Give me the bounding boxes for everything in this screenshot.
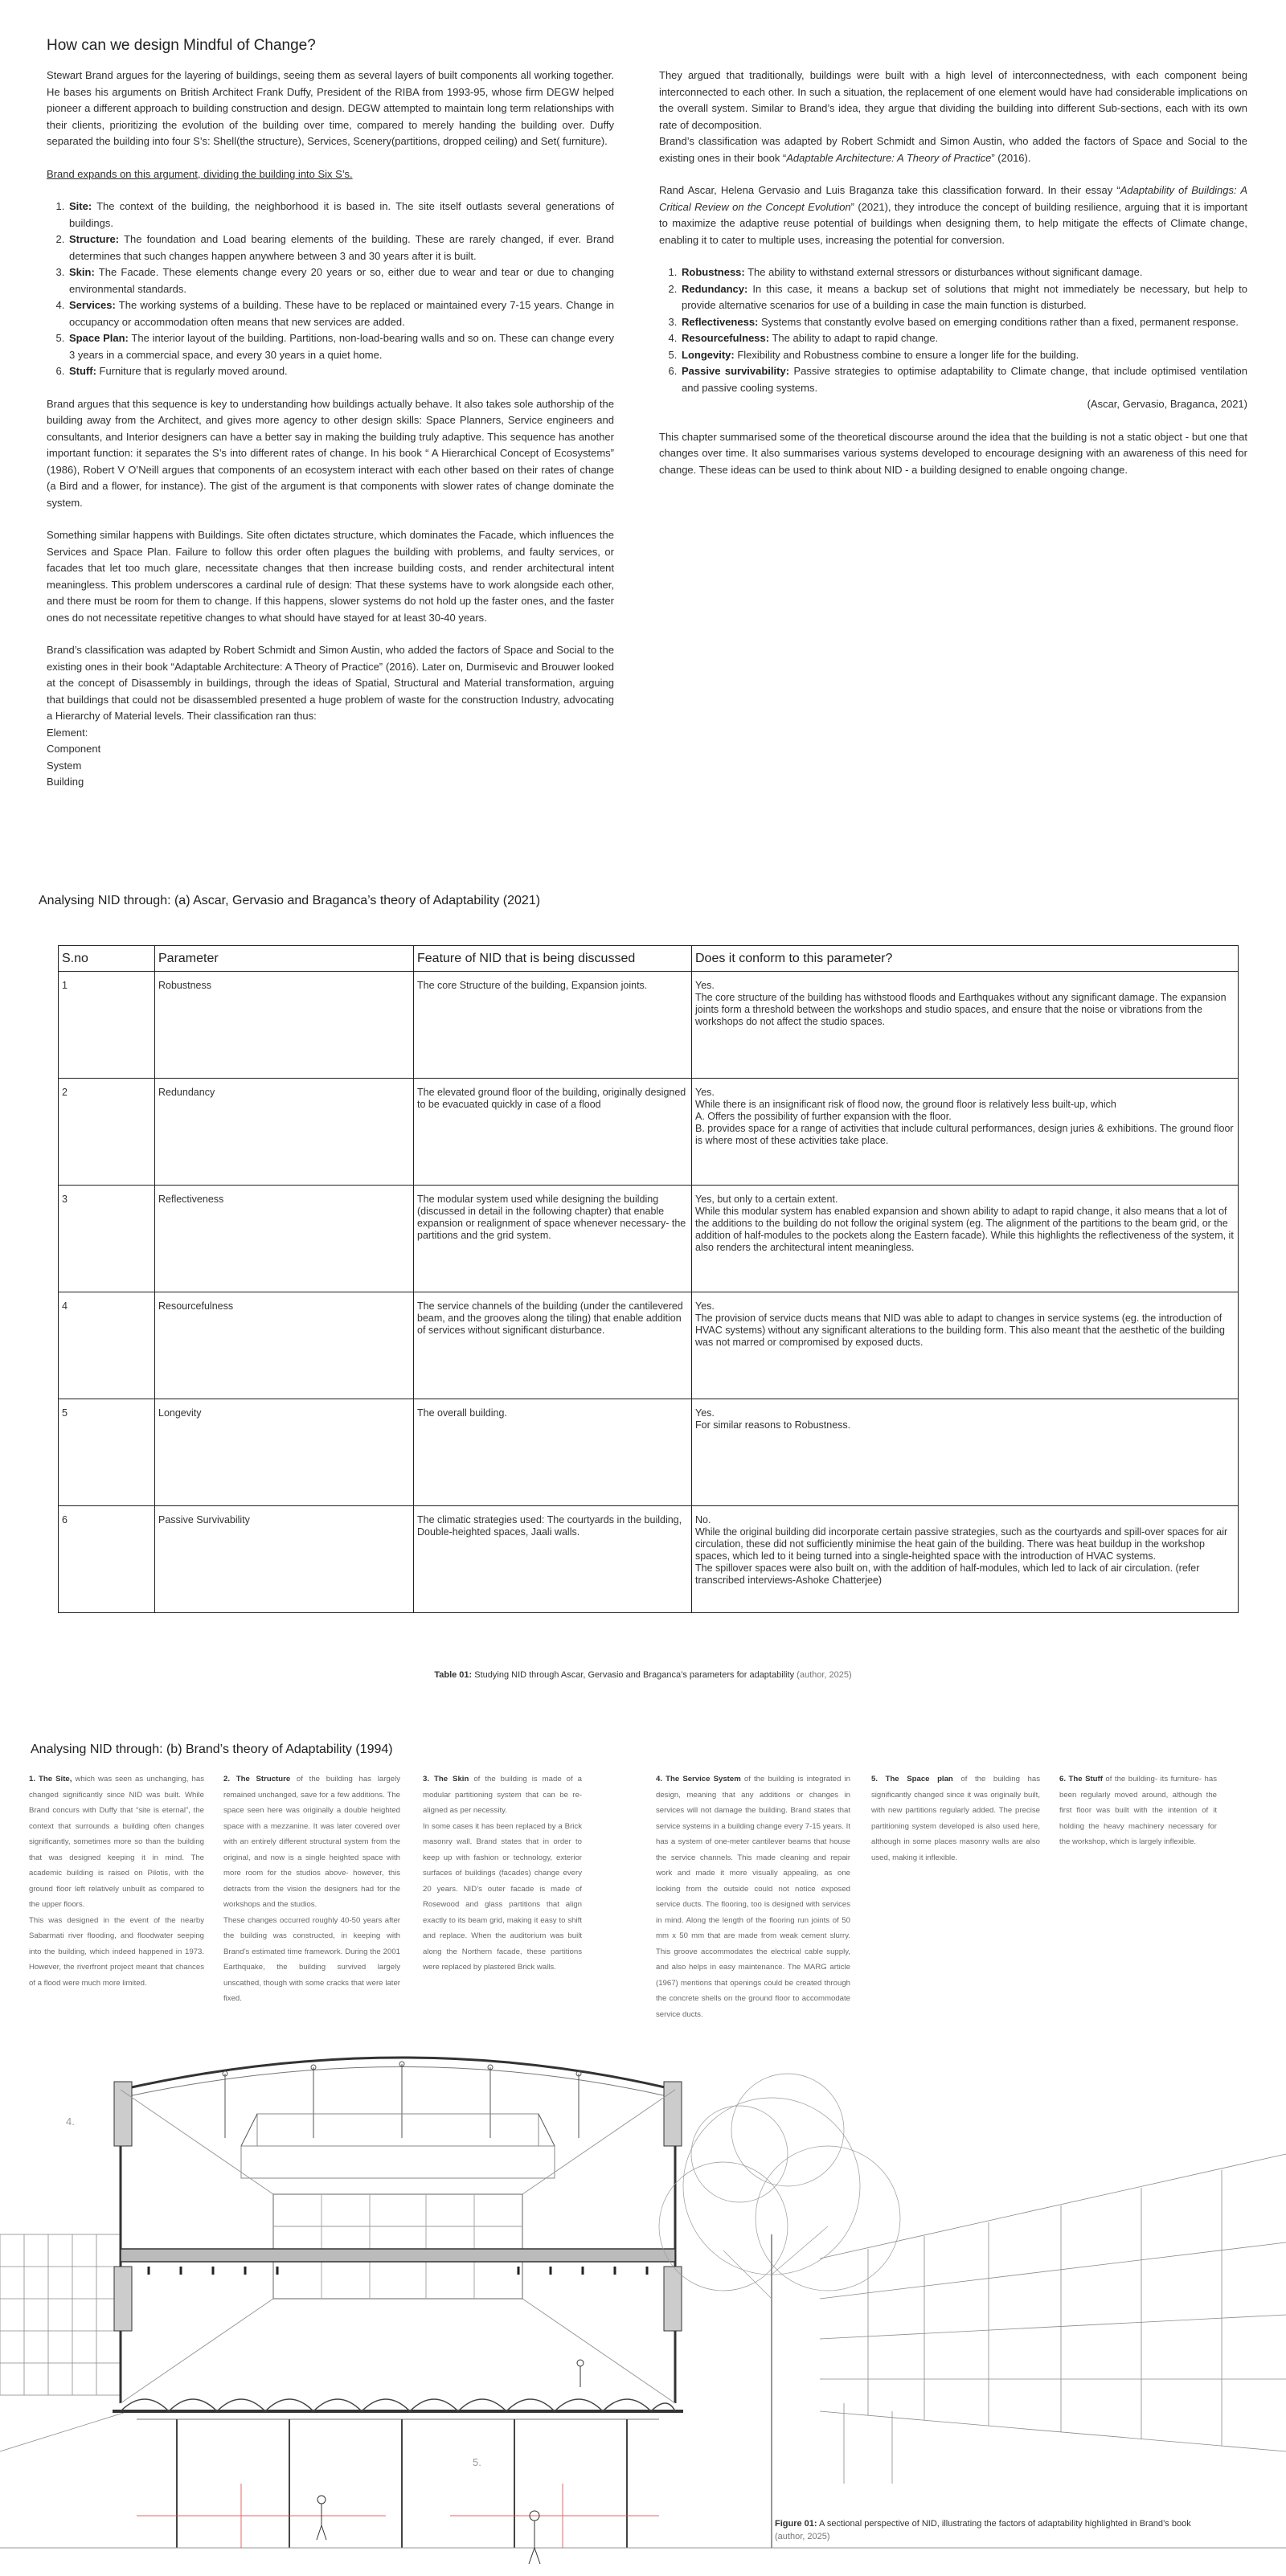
right-context-drawing (820, 2154, 1286, 2484)
table-caption: Table 01: Studying NID through Ascar, Gervasio and Braganca’s parameters for adaptability (author, 2025) (434, 1670, 852, 1680)
right-column (659, 68, 1247, 478)
list-item: 4. Resourcefulness: The ability to adapt to rapid change. (680, 330, 1247, 347)
feature-cell: The climatic strategies used: The courtyards in the building, Double-heighted spaces, Jaali walls. (414, 1506, 692, 1613)
sno-cell: 5 (59, 1399, 155, 1506)
section-perspective-figure (0, 2033, 1286, 2572)
figure-marker-4: 4. (66, 2115, 75, 2128)
brand-column-skin: 3. The Skin of the building is made of a modular partitioning system that can be re-aligned as per necessity. In some cases it has been replaced by a Brick masonry wall. Brand states that in order to keep up with fashion or technology, exterior surfaces of buildings (facades) change every 20 years. NID’s outer facade is made of Rosewood and glass partitions that align exactly to its beam grid, making it easy to shift and replace. When the auditorium was built along the Northern facade, these partitions were replaced by plastered Brick walls. (423, 1775, 582, 1972)
figure-marker-5: 5. (473, 2456, 481, 2468)
left-context-drawing (0, 2234, 129, 2451)
paragraph: Brand’s classification was adapted by Robert Schmidt and Simon Austin, who added the factors of Space and Social to the existing ones in their book “Adaptable Architecture: A Theory of Practice” (2016). Later on, Durmisevic and Brouwer looked at the concept of Disassembly in buildings, through the ideas of Spatial, Structural and Material transformation, arguing that buildings that could not be disassembled presented a huge problem of waste for the construction Industry, advocating a Hierarchy of Material levels. Their classification ran thus: (47, 644, 614, 722)
feature-cell: The core Structure of the building, Expansion joints. (414, 972, 692, 1079)
hierarchy-item: Element: (47, 726, 88, 739)
answer-cell: Yes. The core structure of the building has withstood floods and Earthquakes without any significant damage. The expansion joints form a threshold between the workshops and studio spaces, and ensure that the noise or vibrations from the workshops do not affect the studio spaces. (692, 972, 1239, 1079)
feature-cell: The overall building. (414, 1399, 692, 1506)
paragraph: Something similar happens with Buildings. Site often dictates structure, which dominates the Facade, which influences the Services and Space Plan. Failure to follow this order often plagues the building with problems, and faulty services, or facades that let too much glare, necessitate changes that then increase building costs, and render architectural intent meaningless. This problem underscores a cardinal rule of design: That these systems have to work alongside each other, and there must be room for them to change. If this happens, slower systems do not hold up the faster ones, and the faster ones do not necessitate repetitive changes to what should have stayed for at least 30-40 years. (47, 529, 614, 624)
left-column (47, 68, 614, 791)
column-header: Parameter (155, 946, 414, 972)
parameter-cell: Reflectiveness (155, 1186, 414, 1292)
answer-cell: No. While the original building did incorporate certain passive strategies, such as the courtyards and spill-over spaces for air circulation, these did not sufficiently minimise the heat gain of the building. There was heat buildup in the workshop spaces, which led to it being turned into a single-heighted space with the introduction of HVAC systems. The spillover spaces were also built on, with the addition of half-modules, which led to lack of air circulation. (refer transcribed interviews-Ashoke Chatterjee) (692, 1506, 1239, 1613)
list-item: 3. Reflectiveness: Systems that constantly evolve based on emerging conditions rather than a fixed, permanent response. (680, 314, 1247, 331)
table-row (59, 972, 1239, 1079)
sno-cell: 1 (59, 972, 155, 1079)
paragraph: Rand Ascar, Helena Gervasio and Luis Braganza take this classification forward. In their essay “Adaptability of Buildings: A Critical Review on the Concept Evolution” (2021), they introduce the concept of building resilience, arguing that it is important to maximize the adaptive reuse potential of buildings when designing them, to help mitigate the effects of Climate change, enabling it to cater to multiple uses, increasing the potential for conversion. (659, 184, 1248, 246)
list-item: 2. Redundancy: In this case, it means a backup set of solutions that might not immediately be necessary, but help to provide alternative scenarios for use of a building in case the main function is disturbed. (680, 281, 1247, 314)
sno-cell: 6 (59, 1506, 155, 1613)
table-header-row (59, 946, 1239, 972)
parameter-cell: Longevity (155, 1399, 414, 1506)
paragraph: This chapter summarised some of the theoretical discourse around the idea that the building is not a static object - but one that changes over time. It also summarises various systems developed to encourage designing with an awareness of this need for change. These ideas can be used to think about NID - a building designed to enable ongoing change. (659, 430, 1247, 476)
list-item: 4. Services: The working systems of a building. These have to be replaced or maintained every 7-15 years. Change in occupancy or accommodation often means that new services are added. (68, 297, 614, 330)
feature-cell: The elevated ground floor of the building, originally designed to be evacuated quickly in case of a flood (414, 1079, 692, 1186)
table-row (59, 1079, 1239, 1186)
list-item: 1. Site: The context of the building, the neighborhood it is based in. The site itself outlasts several generations of buildings. (68, 199, 614, 231)
table-row (59, 1186, 1239, 1292)
list-item: 2. Structure: The foundation and Load bearing elements of the building. These are rarely changed, if ever. Brand determines that such changes happen anywhere between 3 and 30 years after it is built. (68, 231, 614, 264)
list-item: 5. Space Plan: The interior layout of the building. Partitions, non-load-bearing walls and so on. These can change every 3 years in a commercial space, and every 30 years in a quiet home. (68, 330, 614, 363)
sno-cell: 2 (59, 1079, 155, 1186)
adaptability-list (659, 264, 1247, 396)
section-b-heading: Analysing NID through: (b) Brand’s theory of Adaptability (1994) (31, 1743, 393, 1756)
section-a-heading: Analysing NID through: (a) Ascar, Gervasio and Braganca’s theory of Adaptability (2021) (39, 894, 541, 907)
brand-column-structure: 2. The Structure of the building has largely remained unchanged, save for a few additions. The space seen here was originally a double heighted space with a mezzanine. It was later covered over with an entirely different structural system from the original, and now is a single heighted space with more room for the studios above- however, this detracts from the vision the designers had for the workshops and the studios. These changes occurred roughly 40-50 years after the building was constructed, in keeping with Brand’s estimated time framework. During the 2001 Earthquake, the building survived largely unscathed, though with some cracks that were later fixed. (223, 1775, 400, 2003)
sno-cell: 4 (59, 1292, 155, 1399)
brand-column-space-plan: 5. The Space plan of the building has significantly changed since it was originally built, with new partitions regularly added. The precise partitioning system developed is also used here, although in some places masonry walls are also used, making it inflexible. (871, 1775, 1040, 1862)
table-row (59, 1399, 1239, 1506)
paragraph: Brand’s classification was adapted by Robert Schmidt and Simon Austin, who added the factors of Space and Social to the existing ones in their book “Adaptable Architecture: A Theory of Practice” (2016). (659, 135, 1247, 164)
table-row (59, 1506, 1239, 1613)
parameter-cell: Passive Survivability (155, 1506, 414, 1613)
sno-cell: 3 (59, 1186, 155, 1292)
list-item: 3. Skin: The Facade. These elements change every 20 years or so, either due to wear and tear or due to changing environmental standards. (68, 264, 614, 297)
brand-column-stuff: 6. The Stuff of the building- its furniture- has been regularly moved around, although the first floor was built with the intention of it holding the heavy machinery necessary for the workshop, which is largely inflexible. (1059, 1775, 1217, 1846)
intro-paragraph: Stewart Brand argues for the layering of buildings, seeing them as several layers of built components all working together. He bases his arguments on British Architect Frank Duffy, President of the RIBA from 1993-95, whose firm DEGW helped pioneer a different approach to building construction and design. DEGW attempted to maintain long term relationships with their clients, prioritizing the evolution of the building over time, compared to merely handing the building over. Duffy separated the building into four S’s: Shell(the structure), Services, Scenery(partitions, dropped ceiling) and Set( furniture). (47, 69, 614, 147)
six-s-list (47, 199, 614, 380)
parameter-cell: Robustness (155, 972, 414, 1079)
column-header: Feature of NID that is being discussed (414, 946, 692, 972)
hierarchy-item: Component (47, 743, 101, 755)
answer-cell: Yes. For similar reasons to Robustness. (692, 1399, 1239, 1506)
list-item: 5. Longevity: Flexibility and Robustness combine to ensure a longer life for the building. (680, 347, 1247, 364)
brand-column-services: 4. The Service System of the building is integrated in design, meaning that any additions or changes in services will not damage the building. Brand states that service systems in a building change every 7-15 years. It has a system of one-meter cantilever beams that house the service channels. This made cleaning and repair work and made it more visually appealing, as one looking from the outside could not notice exposed service ducts. The flooring, too is designed with services in mind. Along the length of the flooring run joints of 50 mm x 50 mm that are made from weak cement slurry. This groove accommodates the electrical cable supply, and also helps in easy maintenance. The MARG article (1967) mentions that openings could be created through the concrete shells on the ground floor to accommodate service ducts. (656, 1775, 851, 2019)
citation: (Ascar, Gervasio, Braganca, 2021) (1087, 398, 1247, 410)
hierarchy-item: Building (47, 776, 84, 788)
answer-cell: Yes. The provision of service ducts means that NID was able to adapt to changes in service systems (eg. the introduction of HVAC systems) without any significant alterations to the building form. This also meant that the aesthetic of the building was not marred or compromised by exposed ducts. (692, 1292, 1239, 1399)
tree-drawing (659, 2074, 900, 2548)
adaptability-table (58, 945, 1239, 1613)
feature-cell: The modular system used while designing the building (discussed in detail in the following chapter) that enable expansion or realignment of space whenever necessary- the partitions and the grid system. (414, 1186, 692, 1292)
paragraph: Brand argues that this sequence is key to understanding how buildings actually behave. It also takes sole authorship of the building away from the Architect, and gives more agency to other design skills: Space Planners, Service engineers and consultants, and Interior designers can have a better say in making the building truly adaptive. This sequence has another important function: it separates the S’s into different rates of change. In his book “ A Hierarchical Concept of Ecosystems” (1986), Robert V O’Neill argues that components of an ecosystem interact with each other based on their rates of change (a Bird and a flower, for instance). The gist of the argument is that components with slower rates of change dominate the system. (47, 397, 614, 509)
column-header: Does it conform to this parameter? (692, 946, 1239, 972)
page-title: How can we design Mindful of Change? (47, 37, 316, 54)
table-row (59, 1292, 1239, 1399)
parameter-cell: Resourcefulness (155, 1292, 414, 1399)
answer-cell: Yes. While there is an insignificant risk of flood now, the ground floor is relatively less built-up, which A. Offers the possibility of further expansion with the floor. B. provides space for a range of activities that include cultural performances, design juries & exhibitions. The ground floor is where most of these activities take place. (692, 1079, 1239, 1186)
paragraph: They argued that traditionally, buildings were built with a high level of interconnectedness, with each component being interconnected to each other. In such a situation, the replacement of one element would have had considerable implications on the overall system. Similar to Brand’s idea, they argue that dividing the building into different Sub-sections, each with its own rate of decomposition. (659, 69, 1247, 131)
six-s-heading: Brand expands on this argument, dividing the building into Six S’s. (47, 167, 353, 180)
hierarchy-item: System (47, 759, 82, 772)
feature-cell: The service channels of the building (under the cantilevered beam, and the grooves along the tiling) that enable addition of services without significant disturbance. (414, 1292, 692, 1399)
brand-column-site: 1. The Site, which was seen as unchanging, has changed significantly since NID was built. While Brand concurs with Duffy that “site is eternal”, the context that surrounds a building often changes significantly, sometimes more so than the building that was designed keeping it in mind. The academic building is raised on Pilotis, with the ground floor left relatively unbuilt as compared to the upper floors. This was designed in the event of the nearby Sabarmati river flooding, and floodwater seeping into the building, which indeed happened in 1973. However, the riverfront project meant that chances of a flood were much more limited. (29, 1775, 204, 1988)
figure-caption: Figure 01: A sectional perspective of NID, illustrating the factors of adaptability highlighted in Brand’s book (author, 2025) (775, 2519, 1191, 2541)
main-section-drawing (0, 2058, 1286, 2564)
parameter-cell: Redundancy (155, 1079, 414, 1186)
list-item: 1. Robustness: The ability to withstand external stressors or disturbances without significant damage. (680, 264, 1247, 281)
answer-cell: Yes, but only to a certain extent. While this modular system has enabled expansion and shown ability to adapt to rapid change, it also means that a lot of the additions to the building do not follow the original system (eg. The alignment of the partitions to the beam grid, or the addition of half-modules to the pockets along the Eastern facade). While this highlights the reflectiveness of the system, it also renders the architectural intent meaningless. (692, 1186, 1239, 1292)
column-header: S.no (59, 946, 155, 972)
list-item: 6. Passive survivability: Passive strategies to optimise adaptability to Climate change, that include optimised ventilation and passive cooling systems. (680, 363, 1247, 396)
list-item: 6. Stuff: Furniture that is regularly moved around. (68, 363, 614, 380)
